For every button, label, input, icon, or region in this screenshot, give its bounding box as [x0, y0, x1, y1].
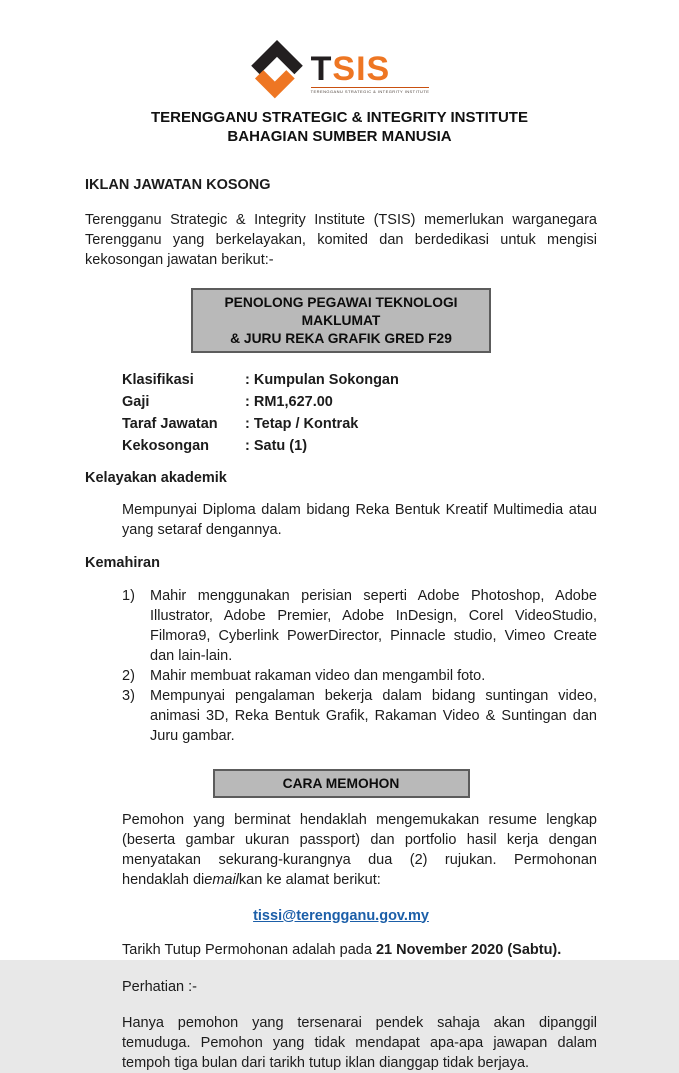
list-item-text: Mahir menggunakan perisian seperti Adobe Photoshop, Adobe Illustrator, Adobe Premier, Adobe InDesign, Corel VideoStudio, Filmora9, Cyberlink PowerDirector, Pinnacle studio, Vimeo Create dan lain-lain.	[150, 587, 597, 664]
email-link[interactable]: tissi@terengganu.gov.my	[253, 907, 429, 924]
detail-row-taraf-jawatan	[122, 413, 597, 435]
tsis-letter-t: T	[310, 49, 333, 88]
list-item	[122, 686, 597, 746]
list-item	[122, 666, 597, 686]
deadline-text: Tarikh Tutup Permohonan adalah pada	[122, 941, 376, 958]
letterhead-line2: BAHAGIAN SUMBER MANUSIA	[227, 128, 452, 145]
detail-value: : Tetap / Kontrak	[245, 416, 359, 432]
position-title-line1: PENOLONG PEGAWAI TEKNOLOGI MAKLUMAT	[224, 295, 458, 328]
position-title-box	[191, 288, 491, 353]
skills-list	[85, 586, 597, 746]
deadline-date: 21 November 2020 (Sabtu).	[375, 941, 562, 958]
tsis-logo-inner	[250, 42, 430, 98]
list-item	[122, 586, 597, 666]
academic-body: Mempunyai Diploma dalam bidang Reka Bentuk Kreatif Multimedia atau yang setaraf dengannya.	[122, 502, 597, 538]
position-details-table	[122, 369, 597, 457]
section-heading-skills: Kemahiran	[85, 554, 160, 571]
detail-label: Taraf Jawatan	[122, 416, 218, 432]
tsis-diamond-icon	[250, 42, 304, 98]
tsis-logo	[0, 0, 679, 98]
list-item-number: 1)	[122, 587, 135, 604]
list-item-text: Mempunyai pengalaman bekerja dalam bidang suntingan video, animasi 3D, Reka Bentuk Grafik, Rakaman Video & Suntingan dan Juru gambar.	[150, 687, 597, 744]
detail-label: Gaji	[122, 394, 150, 410]
apply-paragraph-pre: Pemohon yang berminat hendaklah mengemukakan resume lengkap (beserta gambar ukuran passport) dan portfolio hasil kerja dengan menyatakan sekurang-kurangnya dua (2) rujukan. Permohonan hendaklah di	[122, 811, 597, 888]
detail-row-klasifikasi	[122, 369, 597, 391]
page-title: IKLAN JAWATAN KOSONG	[85, 177, 271, 193]
apply-paragraph-italic: email	[204, 871, 239, 888]
list-item-text: Mahir membuat rakaman video dan mengambil foto.	[150, 667, 486, 684]
letterhead-line1: TERENGGANU STRATEGIC & INTEGRITY INSTITUTE	[151, 109, 528, 126]
detail-value: : Kumpulan Sokongan	[245, 372, 399, 388]
apply-paragraph-post: kan ke alamat berikut:	[238, 871, 381, 888]
note-body: Hanya pemohon yang tersenarai pendek sahaja akan dipanggil temuduga. Pemohon yang tidak mendapat apa-apa jawapan dalam tempoh tiga bulan dari tarikh tutup iklan dianggap tidak berjaya.	[122, 1014, 597, 1071]
position-title-line2: & JURU REKA GRAFIK GRED F29	[230, 331, 452, 346]
apply-paragraph	[122, 810, 597, 890]
note-heading: Perhatian :-	[122, 978, 197, 995]
intro-paragraph: Terengganu Strategic & Integrity Institute (TSIS) memerlukan warganegara Terengganu yang berkelayakan, komited dan berdedikasi untuk mengisi kekosongan jawatan berikut:-	[85, 212, 597, 268]
email-line	[85, 907, 597, 925]
letterhead	[0, 108, 679, 146]
section-heading-academic: Kelayakan akademik	[85, 470, 227, 486]
how-to-apply-box: CARA MEMOHON	[213, 769, 470, 798]
list-item-number: 2)	[122, 667, 135, 684]
tsis-letters-sis: SIS	[332, 49, 391, 88]
tsis-wordmark-text	[310, 49, 391, 88]
detail-row-gaji	[122, 391, 597, 413]
list-item-number: 3)	[122, 687, 135, 704]
detail-value: : RM1,627.00	[245, 394, 333, 410]
detail-value: : Satu (1)	[245, 438, 308, 454]
detail-row-kekosongan	[122, 435, 597, 457]
tsis-tagline: TERENGGANU STRATEGIC & INTEGRITY INSTITUTE	[310, 88, 430, 94]
tsis-wordmark	[310, 49, 430, 94]
deadline-line	[122, 940, 597, 960]
detail-label: Klasifikasi	[122, 372, 194, 388]
detail-label: Kekosongan	[122, 438, 210, 454]
document-body	[0, 177, 679, 1073]
